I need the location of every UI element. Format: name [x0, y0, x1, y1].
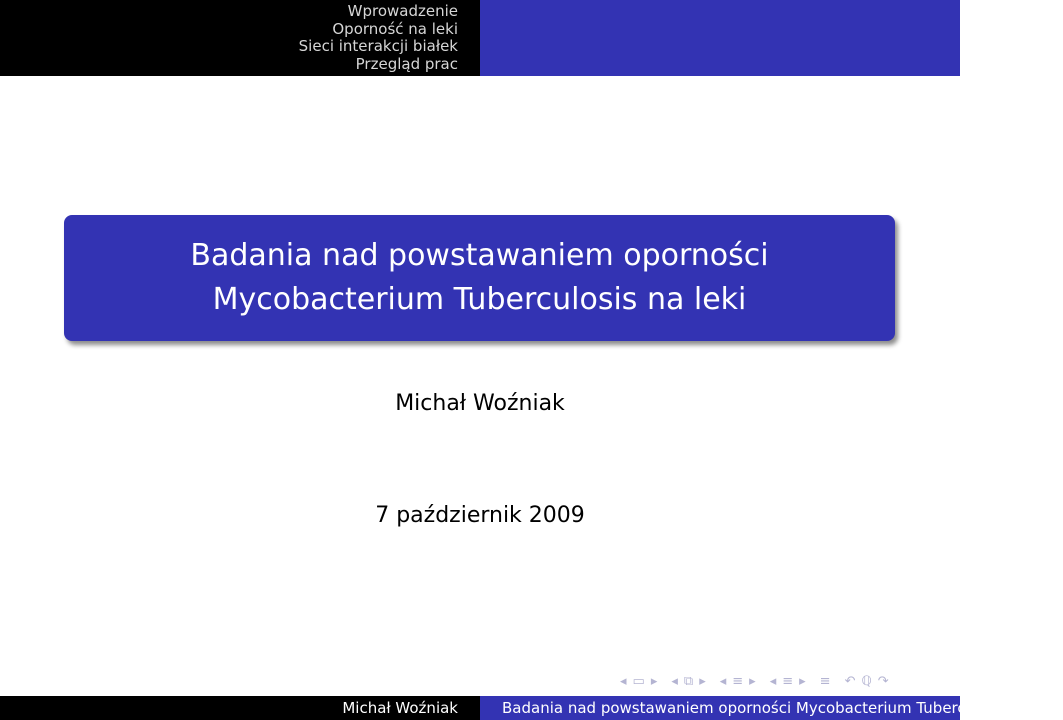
section-link-drug-resistance[interactable]: Oporność na leki [332, 19, 458, 38]
search-icon[interactable]: ↶ [844, 673, 856, 689]
prev-part-icon[interactable]: ◂ [769, 673, 777, 689]
footer-author: Michał Woźniak [342, 699, 458, 717]
part-icon[interactable]: ≡ [782, 673, 794, 689]
next-part-icon[interactable]: ▸ [799, 673, 806, 689]
section-link-review[interactable]: Przegląd prac [355, 54, 458, 73]
prev-section-icon[interactable]: ◂ [719, 673, 727, 689]
footer-title-panel [480, 696, 1063, 720]
document-icon[interactable]: ≡ [819, 673, 831, 689]
header-accent-panel [480, 0, 960, 76]
title-line-1: Badania nad powstawaniem oporności [190, 238, 769, 273]
title-block [64, 215, 895, 341]
title-line-2: Mycobacterium Tuberculosis na leki [212, 282, 747, 317]
navigation-symbols [620, 672, 955, 690]
frame-icon[interactable]: ▭ [632, 673, 645, 689]
prev-subsection-icon[interactable]: ◂ [671, 673, 678, 689]
zoom-icon[interactable]: ℚ [861, 673, 872, 689]
subsection-icon[interactable]: ⧉ [683, 673, 694, 689]
prev-frame-icon[interactable]: ◂ [620, 673, 627, 689]
section-link-protein-networks[interactable]: Sieci interakcji białek [298, 37, 458, 55]
section-icon[interactable]: ≡ [732, 673, 744, 689]
author-name: Michał Woźniak [395, 391, 565, 416]
presentation-date: 7 październik 2009 [375, 503, 585, 528]
header-bar [0, 0, 960, 76]
next-frame-icon[interactable]: ▸ [650, 673, 658, 689]
section-link-introduction[interactable]: Wprowadzenie [347, 2, 458, 20]
footer-author-panel [0, 696, 480, 720]
next-section-icon[interactable]: ▸ [749, 673, 756, 689]
next-subsection-icon[interactable]: ▸ [699, 673, 706, 689]
back-icon[interactable]: ↷ [877, 673, 889, 689]
footer-title: Badania nad powstawaniem oporności Mycobacterium Tuberculosis na leki [502, 699, 1063, 717]
footer-bar [0, 696, 1063, 720]
section-navigation [0, 0, 480, 76]
